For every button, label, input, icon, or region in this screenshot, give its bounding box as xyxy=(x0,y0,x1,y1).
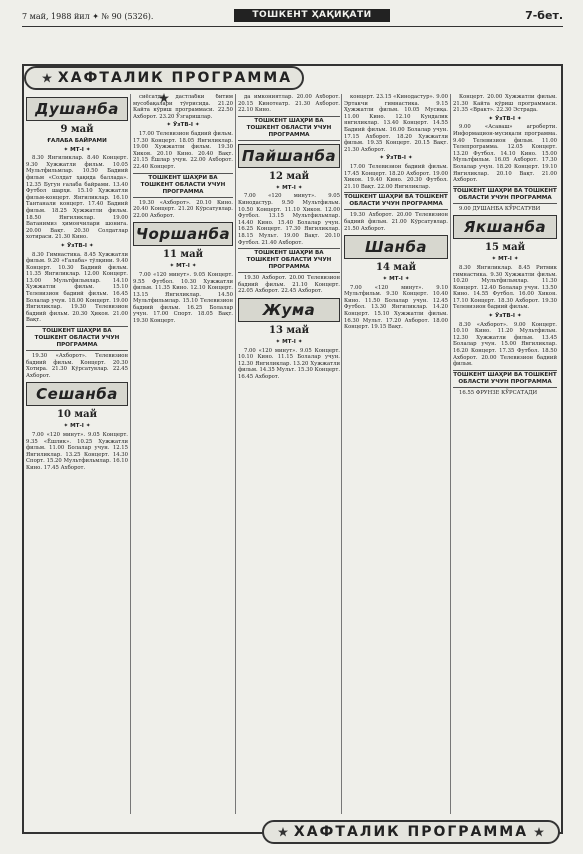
column-2 xyxy=(133,94,233,814)
weekly-program-banner-bottom xyxy=(262,820,560,844)
channel-label: ✦ ЎзТВ-I ✦ xyxy=(60,242,94,249)
program-listing: 7.00 «120 минут». 9.05 Концерт. 10.10 Кино. 11.15 Болалар учун. 12.30 Янгиликлар. 13.20 Хужжатли фильм. 14.35 Мульт. 15.30 Концерт. 16.45 Ахборот. xyxy=(238,347,340,380)
program-listing: 16.55 ФРУНЗЕ КЎРСАТАДИ xyxy=(459,389,538,396)
day-heading-thursday: Пайшанба xyxy=(238,144,340,168)
program-listing: сиёсатда дастлабки битим мусобақалари тўғрисида. 21.20 Кайта кўриш программаси. 22.50 Ахборот. 23.20 Ўзгаришлар. xyxy=(133,94,233,120)
column-rule xyxy=(450,94,451,814)
region-program-title: ТОШКЕНТ ШАҲРИ ВА ТОШКЕНТ ОБЛАСТИ УЧУН ПРОГРАММА xyxy=(133,173,233,198)
day-date: 9 май xyxy=(60,124,94,135)
program-listing: Концерт. 20.00 Хужжатли фильм. 21.30 Кайта кўриш программаси. 21.35 «Вракт». 22.30 Эстрада. xyxy=(453,94,557,114)
channel-label: ✦ ЎзТВ-I ✦ xyxy=(166,122,200,129)
channel-label: ✦ МТ-I ✦ xyxy=(382,276,410,283)
channel-label: ✦ МТ-I ✦ xyxy=(169,263,197,270)
region-program-title: ТОШКЕНТ ШАҲРИ ВА ТОШКЕНТ ОБЛАСТИ УЧУН ПРОГРАММА xyxy=(238,116,340,141)
channel-label: ✦ МТ-I ✦ xyxy=(275,338,303,345)
day-date: 12 май xyxy=(269,170,309,182)
program-listing: 9.00 ДУШАНБА КЎРСАТУВИ xyxy=(459,205,541,212)
region-program-title: ТОШКЕНТ ШАҲРИ ВА ТОШКЕНТ ОБЛАСТИ УЧУН ПРОГРАММА xyxy=(453,186,557,204)
region-program-title: ТОШКЕНТ ШАҲРИ ВА ТОШКЕНТ ОБЛАСТИ УЧУН ПРОГРАММА xyxy=(453,370,557,388)
channel-label: ✦ МТ-I ✦ xyxy=(491,256,519,263)
banner-title: ХАФТАЛИК ПРОГРАММА xyxy=(57,70,293,86)
masthead: ТОШКЕНТ ҲАҚИҚАТИ xyxy=(234,9,390,22)
program-listing: да имкониятлар. 20.00 Ахборот. 20.15 Кинотеатр. 21.30 Ахборот. 22.10 Кино. xyxy=(238,94,340,114)
column-rule xyxy=(235,94,236,814)
day-date: 13 май xyxy=(269,324,309,336)
program-listing: 8.30 Янгиликлар. 8.40 Концерт. 9.30 Хужжатли фильм. 10.05 Мультфильмлар. 10.50 Бадиий фильм «Солдат ҳақида баллада». 12.35 Бугун ғалаба байрами. 13.40 Футбол шарҳи. 15.10 Ҳужжатли фильм-концерт. Янгиликлар. 16.10 Тантанали концерт. 17.40 Бадиий фильм. 18.25 Хужжатли фильм. 18.50 Янгиликлар. 19.00 Ватанимиз ҳимоячилари шонига. 20.00 Вақт. 20.30 Солдатлар хотираси. 21.30 Кино. xyxy=(26,155,128,241)
program-listing: 8.30 «Ахборот». 9.00 Концерт. 10.10 Кино. 11.20 Мультфильм. 12.30 Хужжатли фильм. 13.45 Болалар учун. 15.00 Янгиликлар. 16.20 Концерт. 17.35 Футбол. 18.50 Ахборот. 20.00 Телевизион бадиий фильм. xyxy=(453,321,557,368)
program-listing: 19.30 «Ахборот». 20.10 Кино. 20.40 Концерт. 21.20 Кўрсатувлар. 22.00 Ахборот. xyxy=(133,199,233,219)
column-1 xyxy=(26,94,128,814)
region-program-title: ТОШКЕНТ ШАҲРИ ВА ТОШКЕНТ ОБЛАСТИ УЧУН ПРОГРАММА xyxy=(238,248,340,273)
star-icon xyxy=(278,827,288,837)
column-rule xyxy=(341,94,342,814)
banner-title: ХАФТАЛИК ПРОГРАММА xyxy=(293,824,529,840)
region-program-title: ТОШКЕНТ ШАҲРИ ВА ТОШКЕНТ ОБЛАСТИ УЧУН ПРОГРАММА xyxy=(26,326,128,351)
program-listing: 17.00 Телевизион бадиий фильм. 17.30 Концерт. 18.05 Янгиликлар. 19.00 Хужжатли фильм. 19.30 Хикоя. 20.10 Кино. 20.40 Вақт. 21.15 Ёшлар учун. 22.00 Ахборот. 22.40 Концерт. xyxy=(133,130,233,170)
day-date: 10 май xyxy=(57,409,97,421)
program-listing: 7.00 «120 минут». 9.10 Мультфильм. 9.30 Концерт. 10.40 Кино. 11.50 Болалар учун. 12.45 Футбол. 13.30 Янгиликлар. 14.20 Концерт. 15.10 Хужжатли фильм. 16.30 Мульт. 17.20 Ахборот. 18.00 Концерт. 19.15 Вақт. xyxy=(344,284,448,331)
channel-label: ✦ ЎзТВ-I ✦ xyxy=(488,115,522,122)
day-date: 11 май xyxy=(163,249,203,261)
day-date: 15 май xyxy=(485,242,525,254)
channel-label: ✦ МТ-I ✦ xyxy=(63,146,91,153)
channel-label: ✦ МТ-I ✦ xyxy=(275,184,303,191)
day-date: 14 май xyxy=(376,262,416,274)
page-header xyxy=(22,6,563,27)
program-listing: 7.00 «120 минут». 9.05 Концерт. 9.35 «Ёшлик». 10.25 Хужжатли фильм. 11.00 Болалар учун. 12.15 Янгиликлар. 13.25 Концерт. 14.30 Спорт. 15.20 Мультфильмлар. 16.10 Кино. 17.45 Ахборот. xyxy=(26,432,128,471)
day-heading-saturday: Шанба xyxy=(344,235,448,259)
program-listing: 8.30 Янгиликлар. 8.45 Ритмик гимнастика. 9.30 Хужжатли фильм. 10.20 Мультфильмлар. 11.30 Концерт. 12.40 Болалар учун. 13.50 Кино. 14.55 Футбол. 16.00 Хикоя. 17.10 Концерт. 18.30 Ахборот. 19.30 Телевизион бадиий фильм. xyxy=(453,264,557,311)
issue-info: 7 май, 1988 йил ✦ № 90 (5326). xyxy=(22,12,154,21)
weekly-program-banner-top xyxy=(24,66,304,90)
program-listing: 19.30 «Ахборот». Телевизион бадиий фильм. Концерт. 20.30 Хотира. 21.30 Кўрсатувлар. 22.45 Ахборот. xyxy=(26,353,128,379)
star-icon xyxy=(534,827,544,837)
page-number: 7-бет. xyxy=(525,9,563,22)
star-icon xyxy=(42,73,52,83)
channel-label: ✦ МТ-I ✦ xyxy=(63,423,91,430)
program-listing: 19.30 Ахборот. 20.00 Телевизион бадиий фильм. 21.10 Концерт. 22.05 Ахборот. 22.45 Ахборот. xyxy=(238,275,340,295)
program-listing: 9.00 «Асаваш» агроберти. Информацион-мусиқали программа. 9.40 Телевизион фильм. 11.00 Телепрограмма. 12.05 Концерт. 13.20 Футбол. 14.10 Кино. 15.00 Мультфильм. 16.05 Ахборот. 17.30 Болалар учун. 18.20 Концерт. 19.10 Янгиликлар. 20.10 Вақт. 21.00 Ахборот. xyxy=(453,124,557,184)
program-listing: 7.00 «120 минут». 9.05 Концерт. 9.55 Футбол. 10.30 Хужжатли фильм. 11.35 Кино. 12.10 Концерт. 13.15 Янгиликлар. 14.50 Мультфильмлар. 15.10 Телевизион бадиий фильм. 16.25 Болалар учун. 17.00 Спорт. 18.05 Вақт. 19.30 Концерт. xyxy=(133,271,233,325)
day-heading-tuesday: Сешанба xyxy=(26,382,128,406)
channel-label: ✦ ЎзТВ-I ✦ xyxy=(379,155,413,162)
day-heading-wednesday: Чоршанба xyxy=(133,222,233,246)
program-listing: 19.30 Ахборот. 20.00 Телевизион бадиий фильм. 21.00 Кўрсатувлар. 21.50 Ахборот. xyxy=(344,212,448,232)
region-program-title: ТОШКЕНТ ШАҲРИ ВА ТОШКЕНТ ОБЛАСТИ УЧУН ПРОГРАММА xyxy=(344,192,448,210)
column-5 xyxy=(453,94,557,814)
column-3 xyxy=(238,94,340,814)
program-listing: 17.00 Телевизион бадиий фильм. 17.45 Концерт. 18.20 Ахборот. 19.00 Хикоя. 19.40 Кино. 20.30 Футбол. 21.10 Вақт. 22.00 Янгиликлар. xyxy=(344,163,448,190)
column-4 xyxy=(344,94,448,814)
program-listing: 8.30 Гимнастика. 8.45 Хужжатли фильм. 9.20 «Ғалаба» тўлқини. 9.40 Концерт. 10.30 Бадиий фильм. 11.35 Янгиликлар. 12.00 Концерт. 13.00 Мультфильмлар. 14.10 Хужжатли фильм. 15.10 Телевизион бадиий фильм. 16.45 Болалар учун. 18.00 Концерт. 19.00 Янгиликлар. 19.30 Телевизион бадиий фильм. 20.30 Ҳикоя. 21.00 Вақт. xyxy=(26,251,128,324)
day-heading-friday: Жума xyxy=(238,298,340,322)
channel-label: ✦ ЎзТВ-I ✦ xyxy=(488,313,522,320)
holiday-label: ҒАЛАБА БАЙРАМИ xyxy=(47,138,107,144)
column-rule xyxy=(130,94,131,814)
program-listing: 7.00 «120 минут». 9.05 Кинодастур. 9.50 Мультфильм. 10.50 Концерт. 11.10 Хикоя. 12.00 Футбол. 13.15 Мультфильмлар. 14.40 Кино. 15.40 Болалар учун. 16.25 Концерт. 17.30 Янгиликлар. 18.15 Мульт. 19.00 Вақт. 20.10 Футбол. 21.40 Ахборот. xyxy=(238,193,340,246)
day-heading-monday: Душанба xyxy=(26,97,128,121)
program-listing: концерт. 23.15 «Кинодастур». 9.00 Эртакчи гимнастика. 9.15 Ҳужжатли фильм. 10.05 Мусиқа. 11.00 Кино. 12.10 Кундалик янгиликлар. 13.40 Концерт. 14.55 Бадиий фильм. 16.00 Болалар учун. 17.15 Ахборот. 18.20 Хужжатли фильм. 19.35 Концерт. 20.15 Вақт. 21.30 Ахборот. xyxy=(344,94,448,153)
day-heading-sunday: Якшанба xyxy=(453,215,557,239)
